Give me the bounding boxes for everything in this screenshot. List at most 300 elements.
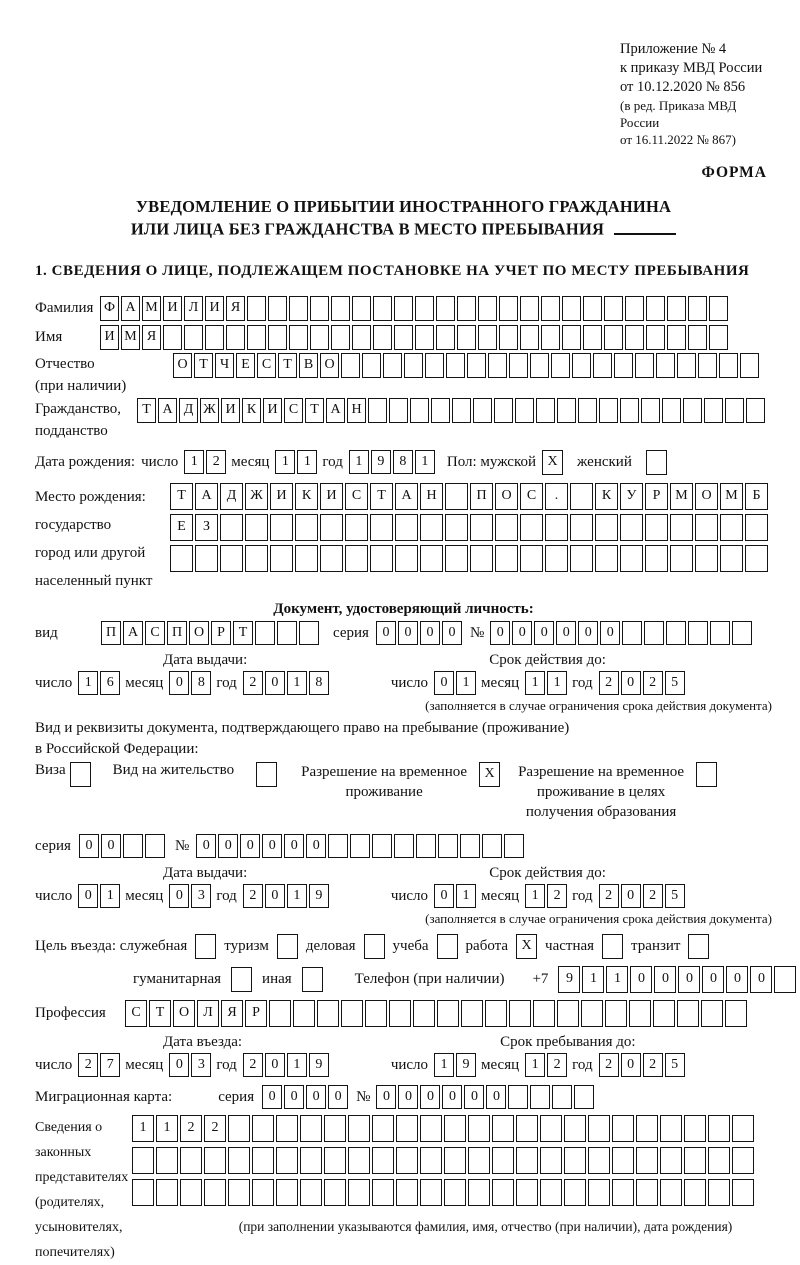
char-cell[interactable]	[499, 325, 518, 350]
char-cell[interactable]	[745, 514, 768, 541]
char-cell[interactable]: А	[395, 483, 418, 510]
char-cell[interactable]	[646, 296, 665, 321]
char-cell[interactable]: 0	[442, 621, 462, 645]
char-cell[interactable]: X	[542, 450, 563, 475]
char-cell[interactable]: А	[195, 483, 218, 510]
char-cell[interactable]	[156, 1147, 178, 1174]
char-cell[interactable]	[641, 398, 660, 423]
char-cell[interactable]	[438, 834, 458, 858]
char-cell[interactable]	[420, 545, 443, 572]
char-cell[interactable]	[662, 398, 681, 423]
char-cell[interactable]: 1	[156, 1115, 178, 1142]
char-cell[interactable]: 9	[309, 1053, 329, 1077]
char-cell[interactable]: 1	[525, 884, 545, 908]
char-cell[interactable]	[348, 1147, 370, 1174]
char-cell[interactable]	[341, 1000, 363, 1027]
char-cell[interactable]	[614, 353, 633, 378]
char-cell[interactable]: А	[123, 621, 143, 645]
char-cell[interactable]: 0	[512, 621, 532, 645]
char-cell[interactable]	[410, 398, 429, 423]
char-cell[interactable]: З	[195, 514, 218, 541]
char-cell[interactable]	[372, 1115, 394, 1142]
char-cell[interactable]	[395, 514, 418, 541]
phone-cells[interactable]	[558, 966, 796, 993]
permit-issue-year-cells[interactable]	[243, 884, 329, 908]
char-cell[interactable]: 0	[376, 621, 396, 645]
char-cell[interactable]: 2	[599, 1053, 619, 1077]
char-cell[interactable]: И	[221, 398, 240, 423]
char-cell[interactable]	[255, 621, 275, 645]
char-cell[interactable]	[320, 514, 343, 541]
char-cell[interactable]	[704, 398, 723, 423]
char-cell[interactable]	[625, 296, 644, 321]
char-cell[interactable]: И	[270, 483, 293, 510]
char-cell[interactable]: 0	[262, 834, 282, 858]
temp-residence-checkbox[interactable]	[479, 762, 500, 787]
char-cell[interactable]	[445, 545, 468, 572]
char-cell[interactable]	[540, 1179, 562, 1206]
char-cell[interactable]: О	[695, 483, 718, 510]
char-cell[interactable]	[348, 1115, 370, 1142]
char-cell[interactable]: 1	[415, 450, 435, 474]
char-cell[interactable]: С	[520, 483, 543, 510]
char-cell[interactable]	[415, 325, 434, 350]
char-cell[interactable]	[720, 514, 743, 541]
char-cell[interactable]: И	[100, 325, 119, 350]
char-cell[interactable]: П	[101, 621, 121, 645]
char-cell[interactable]: 0	[630, 966, 652, 993]
char-cell[interactable]	[495, 545, 518, 572]
char-cell[interactable]: Е	[236, 353, 255, 378]
char-cell[interactable]: 1	[184, 450, 204, 474]
char-cell[interactable]: X	[516, 934, 537, 959]
char-cell[interactable]	[70, 762, 91, 787]
purpose-humanitarian-checkbox[interactable]	[231, 967, 252, 992]
char-cell[interactable]: 0	[702, 966, 724, 993]
char-cell[interactable]: Я	[221, 1000, 243, 1027]
residence-permit-checkbox[interactable]	[256, 762, 277, 787]
char-cell[interactable]: Т	[170, 483, 193, 510]
char-cell[interactable]: 0	[284, 1085, 304, 1109]
char-cell[interactable]	[252, 1179, 274, 1206]
char-cell[interactable]	[636, 1147, 658, 1174]
char-cell[interactable]	[205, 325, 224, 350]
char-cell[interactable]	[245, 514, 268, 541]
char-cell[interactable]	[515, 398, 534, 423]
char-cell[interactable]	[310, 296, 329, 321]
char-cell[interactable]: 1	[547, 671, 567, 695]
char-cell[interactable]	[368, 398, 387, 423]
char-cell[interactable]: Ч	[215, 353, 234, 378]
char-cell[interactable]	[492, 1147, 514, 1174]
char-cell[interactable]	[667, 296, 686, 321]
char-cell[interactable]: 0	[101, 834, 121, 858]
entry-year-cells[interactable]	[243, 1053, 329, 1077]
char-cell[interactable]	[683, 398, 702, 423]
char-cell[interactable]	[552, 1085, 572, 1109]
char-cell[interactable]	[557, 398, 576, 423]
char-cell[interactable]: 1	[456, 671, 476, 695]
char-cell[interactable]	[677, 1000, 699, 1027]
char-cell[interactable]	[570, 545, 593, 572]
char-cell[interactable]: 0	[265, 1053, 285, 1077]
char-cell[interactable]	[404, 353, 423, 378]
char-cell[interactable]	[509, 353, 528, 378]
char-cell[interactable]	[460, 834, 480, 858]
citizenship-cells[interactable]	[137, 398, 765, 423]
char-cell[interactable]	[320, 545, 343, 572]
char-cell[interactable]: Я	[226, 296, 245, 321]
char-cell[interactable]	[295, 514, 318, 541]
char-cell[interactable]	[437, 1000, 459, 1027]
char-cell[interactable]	[605, 1000, 627, 1027]
char-cell[interactable]: 2	[243, 671, 263, 695]
birth-year-cells[interactable]	[349, 450, 435, 474]
char-cell[interactable]: Д	[179, 398, 198, 423]
char-cell[interactable]	[540, 1115, 562, 1142]
char-cell[interactable]	[132, 1179, 154, 1206]
char-cell[interactable]: Е	[170, 514, 193, 541]
char-cell[interactable]	[180, 1147, 202, 1174]
char-cell[interactable]	[345, 514, 368, 541]
permit-issue-month-cells[interactable]	[169, 884, 211, 908]
char-cell[interactable]	[394, 296, 413, 321]
char-cell[interactable]	[708, 1147, 730, 1174]
char-cell[interactable]	[774, 966, 796, 993]
char-cell[interactable]	[564, 1115, 586, 1142]
char-cell[interactable]: 0	[556, 621, 576, 645]
char-cell[interactable]	[372, 1179, 394, 1206]
char-cell[interactable]	[468, 1115, 490, 1142]
char-cell[interactable]: 1	[78, 671, 98, 695]
char-cell[interactable]	[372, 1147, 394, 1174]
char-cell[interactable]	[396, 1179, 418, 1206]
char-cell[interactable]: Б	[745, 483, 768, 510]
char-cell[interactable]	[583, 296, 602, 321]
char-cell[interactable]	[725, 398, 744, 423]
char-cell[interactable]	[545, 514, 568, 541]
char-cell[interactable]	[300, 1147, 322, 1174]
id-expiry-year-cells[interactable]	[599, 671, 685, 695]
char-cell[interactable]	[698, 353, 717, 378]
char-cell[interactable]	[228, 1179, 250, 1206]
char-cell[interactable]: 0	[78, 884, 98, 908]
char-cell[interactable]	[436, 325, 455, 350]
char-cell[interactable]	[289, 296, 308, 321]
char-cell[interactable]: 0	[169, 1053, 189, 1077]
char-cell[interactable]	[636, 1179, 658, 1206]
char-cell[interactable]	[660, 1115, 682, 1142]
char-cell[interactable]: М	[720, 483, 743, 510]
char-cell[interactable]	[445, 483, 468, 510]
char-cell[interactable]: 2	[547, 884, 567, 908]
char-cell[interactable]: Я	[142, 325, 161, 350]
char-cell[interactable]: 7	[100, 1053, 120, 1077]
char-cell[interactable]	[231, 967, 252, 992]
char-cell[interactable]: 1	[100, 884, 120, 908]
char-cell[interactable]: 2	[78, 1053, 98, 1077]
char-cell[interactable]	[564, 1147, 586, 1174]
char-cell[interactable]	[504, 834, 524, 858]
char-cell[interactable]	[420, 1115, 442, 1142]
char-cell[interactable]: Н	[347, 398, 366, 423]
char-cell[interactable]	[533, 1000, 555, 1027]
char-cell[interactable]	[588, 1115, 610, 1142]
char-cell[interactable]	[299, 621, 319, 645]
stay-year-cells[interactable]	[599, 1053, 685, 1077]
char-cell[interactable]	[345, 545, 368, 572]
char-cell[interactable]	[470, 514, 493, 541]
char-cell[interactable]: К	[595, 483, 618, 510]
char-cell[interactable]	[540, 1147, 562, 1174]
doc-kind-cells[interactable]	[101, 621, 319, 645]
char-cell[interactable]: 9	[309, 884, 329, 908]
char-cell[interactable]: 0	[490, 621, 510, 645]
purpose-transit-checkbox[interactable]	[688, 934, 709, 959]
char-cell[interactable]	[536, 398, 555, 423]
char-cell[interactable]	[695, 514, 718, 541]
char-cell[interactable]	[667, 325, 686, 350]
char-cell[interactable]	[123, 834, 143, 858]
char-cell[interactable]: 0	[464, 1085, 484, 1109]
char-cell[interactable]	[364, 934, 385, 959]
char-cell[interactable]: А	[121, 296, 140, 321]
char-cell[interactable]	[644, 621, 664, 645]
char-cell[interactable]	[670, 514, 693, 541]
char-cell[interactable]: Н	[420, 483, 443, 510]
char-cell[interactable]: 0	[750, 966, 772, 993]
char-cell[interactable]	[570, 514, 593, 541]
char-cell[interactable]: И	[163, 296, 182, 321]
char-cell[interactable]: 1	[287, 884, 307, 908]
char-cell[interactable]	[541, 296, 560, 321]
char-cell[interactable]	[352, 296, 371, 321]
char-cell[interactable]: 8	[309, 671, 329, 695]
char-cell[interactable]	[269, 1000, 291, 1027]
char-cell[interactable]	[180, 1179, 202, 1206]
char-cell[interactable]	[488, 353, 507, 378]
char-cell[interactable]	[478, 296, 497, 321]
char-cell[interactable]	[437, 934, 458, 959]
char-cell[interactable]	[492, 1179, 514, 1206]
purpose-tourism-checkbox[interactable]	[277, 934, 298, 959]
char-cell[interactable]	[612, 1179, 634, 1206]
char-cell[interactable]	[420, 1147, 442, 1174]
char-cell[interactable]	[467, 353, 486, 378]
char-cell[interactable]	[300, 1179, 322, 1206]
char-cell[interactable]	[413, 1000, 435, 1027]
char-cell[interactable]	[508, 1085, 528, 1109]
char-cell[interactable]	[677, 353, 696, 378]
char-cell[interactable]	[370, 514, 393, 541]
char-cell[interactable]: 1	[606, 966, 628, 993]
doc-series-cells[interactable]	[376, 621, 462, 645]
char-cell[interactable]: Т	[233, 621, 253, 645]
char-cell[interactable]	[289, 325, 308, 350]
char-cell[interactable]: Л	[184, 296, 203, 321]
char-cell[interactable]	[350, 834, 370, 858]
char-cell[interactable]	[457, 325, 476, 350]
char-cell[interactable]: 0	[534, 621, 554, 645]
name-cells[interactable]	[100, 325, 728, 350]
char-cell[interactable]	[310, 325, 329, 350]
char-cell[interactable]: И	[205, 296, 224, 321]
permit-number-cells[interactable]	[196, 834, 524, 858]
char-cell[interactable]: А	[158, 398, 177, 423]
char-cell[interactable]	[646, 450, 667, 475]
char-cell[interactable]: 2	[243, 1053, 263, 1077]
char-cell[interactable]	[708, 1179, 730, 1206]
profession-cells[interactable]	[125, 1000, 747, 1027]
char-cell[interactable]: 2	[243, 884, 263, 908]
char-cell[interactable]	[656, 353, 675, 378]
char-cell[interactable]: 2	[547, 1053, 567, 1077]
char-cell[interactable]	[541, 325, 560, 350]
char-cell[interactable]: 2	[204, 1115, 226, 1142]
sex-female-checkbox[interactable]	[646, 450, 667, 475]
char-cell[interactable]: 9	[371, 450, 391, 474]
char-cell[interactable]	[492, 1115, 514, 1142]
char-cell[interactable]: 0	[196, 834, 216, 858]
char-cell[interactable]	[688, 621, 708, 645]
char-cell[interactable]	[740, 353, 759, 378]
char-cell[interactable]: 0	[328, 1085, 348, 1109]
char-cell[interactable]: 0	[486, 1085, 506, 1109]
id-issue-month-cells[interactable]	[169, 671, 211, 695]
char-cell[interactable]: 2	[599, 671, 619, 695]
char-cell[interactable]: О	[173, 1000, 195, 1027]
char-cell[interactable]: X	[479, 762, 500, 787]
char-cell[interactable]: 0	[621, 884, 641, 908]
char-cell[interactable]	[394, 325, 413, 350]
patronymic-cells[interactable]	[173, 353, 759, 378]
char-cell[interactable]	[636, 1115, 658, 1142]
char-cell[interactable]	[352, 325, 371, 350]
char-cell[interactable]	[701, 1000, 723, 1027]
char-cell[interactable]	[745, 545, 768, 572]
char-cell[interactable]: Л	[197, 1000, 219, 1027]
char-cell[interactable]: 0	[79, 834, 99, 858]
char-cell[interactable]: 0	[262, 1085, 282, 1109]
char-cell[interactable]: С	[345, 483, 368, 510]
char-cell[interactable]: С	[125, 1000, 147, 1027]
char-cell[interactable]	[620, 545, 643, 572]
char-cell[interactable]: Р	[211, 621, 231, 645]
char-cell[interactable]: А	[326, 398, 345, 423]
char-cell[interactable]	[445, 514, 468, 541]
char-cell[interactable]	[268, 325, 287, 350]
char-cell[interactable]	[204, 1147, 226, 1174]
char-cell[interactable]	[383, 353, 402, 378]
visa-checkbox[interactable]	[70, 762, 91, 787]
char-cell[interactable]	[444, 1147, 466, 1174]
char-cell[interactable]: 0	[420, 1085, 440, 1109]
char-cell[interactable]: Т	[149, 1000, 171, 1027]
char-cell[interactable]: И	[263, 398, 282, 423]
char-cell[interactable]: С	[145, 621, 165, 645]
char-cell[interactable]	[595, 514, 618, 541]
char-cell[interactable]: 1	[275, 450, 295, 474]
migr-card-number-cells[interactable]	[376, 1085, 594, 1109]
char-cell[interactable]	[220, 514, 243, 541]
char-cell[interactable]: 2	[643, 1053, 663, 1077]
char-cell[interactable]: Ж	[200, 398, 219, 423]
char-cell[interactable]	[516, 1147, 538, 1174]
char-cell[interactable]	[602, 934, 623, 959]
char-cell[interactable]: 6	[100, 671, 120, 695]
char-cell[interactable]	[184, 325, 203, 350]
permit-series-cells[interactable]	[79, 834, 165, 858]
char-cell[interactable]	[276, 1115, 298, 1142]
char-cell[interactable]: 0	[398, 1085, 418, 1109]
char-cell[interactable]: 1	[525, 1053, 545, 1077]
char-cell[interactable]	[276, 1147, 298, 1174]
char-cell[interactable]: .	[545, 483, 568, 510]
char-cell[interactable]	[300, 1115, 322, 1142]
char-cell[interactable]	[145, 834, 165, 858]
char-cell[interactable]: 0	[306, 834, 326, 858]
birth-place-row2-cells[interactable]	[170, 514, 768, 541]
entry-day-cells[interactable]	[78, 1053, 120, 1077]
char-cell[interactable]	[444, 1179, 466, 1206]
char-cell[interactable]	[226, 325, 245, 350]
char-cell[interactable]	[473, 398, 492, 423]
char-cell[interactable]: 0	[265, 884, 285, 908]
char-cell[interactable]	[599, 398, 618, 423]
entry-month-cells[interactable]	[169, 1053, 211, 1077]
char-cell[interactable]: Р	[645, 483, 668, 510]
char-cell[interactable]	[494, 398, 513, 423]
purpose-work-checkbox[interactable]	[516, 934, 537, 959]
char-cell[interactable]	[446, 353, 465, 378]
char-cell[interactable]	[420, 514, 443, 541]
char-cell[interactable]: 1	[132, 1115, 154, 1142]
temp-residence-edu-checkbox[interactable]	[696, 762, 717, 787]
char-cell[interactable]: 0	[600, 621, 620, 645]
char-cell[interactable]: 5	[665, 671, 685, 695]
char-cell[interactable]: 0	[218, 834, 238, 858]
char-cell[interactable]: О	[320, 353, 339, 378]
char-cell[interactable]	[478, 325, 497, 350]
char-cell[interactable]	[270, 545, 293, 572]
char-cell[interactable]	[564, 1179, 586, 1206]
char-cell[interactable]	[695, 545, 718, 572]
char-cell[interactable]	[247, 296, 266, 321]
char-cell[interactable]	[646, 325, 665, 350]
char-cell[interactable]: 0	[265, 671, 285, 695]
char-cell[interactable]: 0	[726, 966, 748, 993]
char-cell[interactable]: 0	[169, 884, 189, 908]
char-cell[interactable]	[572, 353, 591, 378]
char-cell[interactable]: 9	[456, 1053, 476, 1077]
char-cell[interactable]	[324, 1147, 346, 1174]
permit-expiry-month-cells[interactable]	[525, 884, 567, 908]
char-cell[interactable]: Д	[220, 483, 243, 510]
char-cell[interactable]	[520, 296, 539, 321]
char-cell[interactable]	[570, 483, 593, 510]
purpose-official-checkbox[interactable]	[195, 934, 216, 959]
char-cell[interactable]	[720, 545, 743, 572]
char-cell[interactable]	[331, 296, 350, 321]
birth-place-row3-cells[interactable]	[170, 545, 768, 572]
representatives-row2-cells[interactable]	[132, 1147, 754, 1174]
char-cell[interactable]	[365, 1000, 387, 1027]
char-cell[interactable]: 1	[287, 1053, 307, 1077]
char-cell[interactable]	[195, 545, 218, 572]
char-cell[interactable]: В	[299, 353, 318, 378]
char-cell[interactable]: П	[470, 483, 493, 510]
char-cell[interactable]	[684, 1115, 706, 1142]
